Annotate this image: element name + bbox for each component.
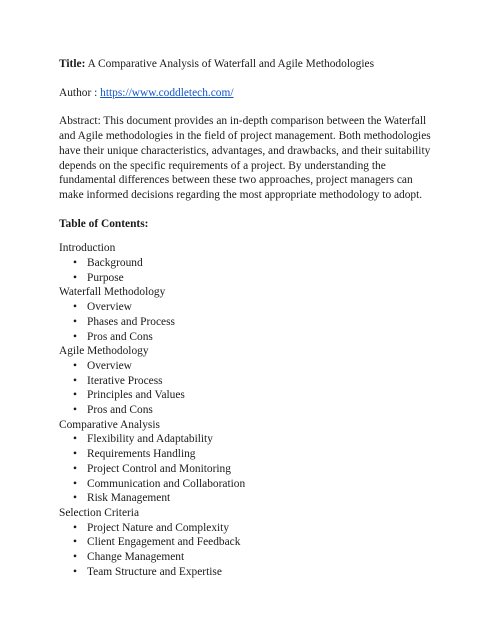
toc-subsection-label: Pros and Cons xyxy=(87,330,153,343)
bullet-icon: • xyxy=(73,359,77,372)
author-label: Author : xyxy=(59,86,101,99)
toc-subsection-item xyxy=(59,300,439,315)
toc-subsection-label: Flexibility and Adaptability xyxy=(87,433,213,446)
toc-subsection-list xyxy=(59,256,439,285)
toc-subsection-item xyxy=(59,359,439,374)
bullet-icon: • xyxy=(73,565,77,578)
bullet-icon: • xyxy=(73,257,77,270)
toc-subsection-label: Overview xyxy=(87,301,132,314)
toc-subsection-label: Overview xyxy=(87,359,132,372)
toc-subsection-item xyxy=(59,432,439,447)
toc-subsection-label: Background xyxy=(87,257,143,270)
author-link[interactable]: https://www.coddletech.com/ xyxy=(100,86,234,99)
toc-subsection-label: Iterative Process xyxy=(87,374,163,387)
toc-subsection-item xyxy=(59,447,439,462)
bullet-icon: • xyxy=(73,315,77,328)
toc-subsection-label: Purpose xyxy=(87,271,124,284)
table-of-contents xyxy=(59,241,439,579)
toc-subsection-label: Phases and Process xyxy=(87,315,175,328)
toc-section-title: Agile Methodology xyxy=(59,345,149,358)
toc-subsection-label: Risk Management xyxy=(87,492,171,505)
bullet-icon: • xyxy=(73,492,77,505)
toc-subsection-label: Pros and Cons xyxy=(87,404,153,417)
toc-heading: Table of Contents: xyxy=(59,217,149,230)
abstract-paragraph: Abstract: This document provides an in-depth comparison between the Waterfall and Agile methodologies in the field of project management. Both methodologies have their unique characteristics, advantages, and drawbacks, and their suitability depends on the specific requirements of a project. By understanding the fundamental differences between these two approaches, project managers can make informed decisions regarding the most appropriate methodology to adopt. xyxy=(59,115,431,201)
toc-subsection-item xyxy=(59,388,439,403)
toc-subsection-item xyxy=(59,477,439,492)
toc-section xyxy=(59,506,439,580)
toc-subsection-item xyxy=(59,491,439,506)
toc-subsection-label: Requirements Handling xyxy=(87,448,196,461)
toc-subsection-item xyxy=(59,330,439,345)
toc-section-title: Selection Criteria xyxy=(59,506,140,519)
toc-section-title: Introduction xyxy=(59,242,116,255)
bullet-icon: • xyxy=(73,462,77,475)
toc-section xyxy=(59,241,439,285)
toc-section xyxy=(59,285,439,344)
document-title xyxy=(59,57,439,72)
toc-subsection-list xyxy=(59,521,439,580)
toc-subsection-item xyxy=(59,565,439,580)
toc-subsection-item xyxy=(59,271,439,286)
bullet-icon: • xyxy=(73,477,77,490)
toc-section-title: Waterfall Methodology xyxy=(59,286,166,299)
toc-subsection-label: Client Engagement and Feedback xyxy=(87,536,241,549)
bullet-icon: • xyxy=(73,271,77,284)
bullet-icon: • xyxy=(73,551,77,564)
toc-subsection-item xyxy=(59,535,439,550)
bullet-icon: • xyxy=(73,301,77,314)
toc-subsection-item xyxy=(59,550,439,565)
title-text: A Comparative Analysis of Waterfall and Agile Methodologies xyxy=(85,58,375,70)
toc-subsection-item xyxy=(59,374,439,389)
bullet-icon: • xyxy=(73,389,77,402)
document-page xyxy=(59,57,439,580)
toc-subsection-label: Communication and Collaboration xyxy=(87,477,246,490)
toc-section xyxy=(59,344,439,418)
toc-subsection-label: Project Control and Monitoring xyxy=(87,462,231,475)
author-line xyxy=(59,86,439,101)
toc-section-title: Comparative Analysis xyxy=(59,418,160,431)
toc-subsection-item xyxy=(59,403,439,418)
title-label: Title: xyxy=(59,58,86,70)
toc-subsection-label: Change Management xyxy=(87,551,185,564)
toc-section xyxy=(59,418,439,506)
toc-subsection-item xyxy=(59,256,439,271)
bullet-icon: • xyxy=(73,448,77,461)
toc-subsection-item xyxy=(59,521,439,536)
bullet-icon: • xyxy=(73,374,77,387)
toc-subsection-item xyxy=(59,315,439,330)
bullet-icon: • xyxy=(73,404,77,417)
toc-subsection-label: Principles and Values xyxy=(87,389,185,402)
toc-subsection-item xyxy=(59,462,439,477)
toc-subsection-list xyxy=(59,432,439,506)
toc-subsection-label: Project Nature and Complexity xyxy=(87,521,230,534)
bullet-icon: • xyxy=(73,330,77,343)
bullet-icon: • xyxy=(73,433,77,446)
bullet-icon: • xyxy=(73,521,77,534)
toc-subsection-list xyxy=(59,359,439,418)
toc-subsection-list xyxy=(59,300,439,344)
toc-subsection-label: Team Structure and Expertise xyxy=(87,565,222,578)
bullet-icon: • xyxy=(73,536,77,549)
